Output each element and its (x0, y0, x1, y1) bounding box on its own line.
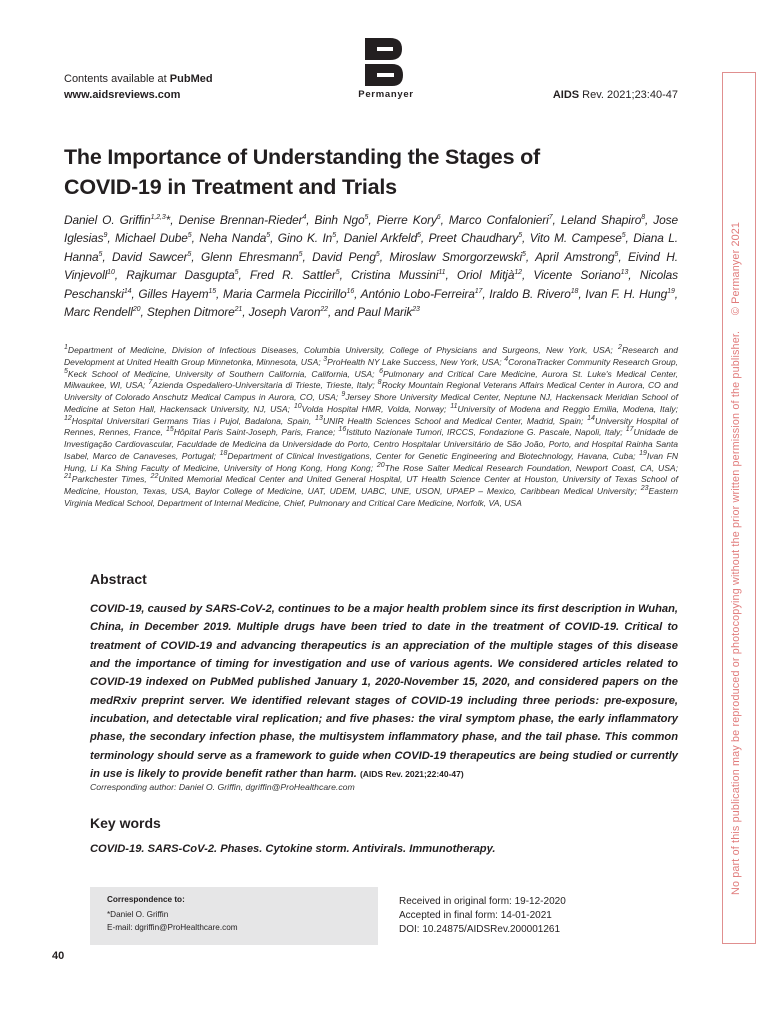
website-link[interactable]: www.aidsreviews.com (64, 89, 181, 101)
reproduction-notice: No part of this publication may be reproduced or photocopying without the prior written permission of the publisher. (730, 330, 742, 895)
copyright-notice (730, 222, 742, 895)
abstract-heading: Abstract (90, 571, 147, 587)
affiliations: $^1$Department of Medicine, Division of Infectious Diseases, Columbia University, College of Physicians and Surgeons, New York, USA; $^2$Research and Development at United Health Group Minnetonka, Minnesota, USA; $^3$ProHealth NY Lake Success, New York, USA; $^4$CoronaTracker Community Research Group, $^5$Keck School of Medicine, University of Southern California, California, USA; $^6$Pulmonary and Critical Care Medicine, Aurora St. Luke's Medical Center, Milwaukee, WI, USA; $^7$Azienda Ospedaliero-Universitaria di Trieste, Trieste, Italy; $^8$Rocky Mountain Regional Veterans Affairs Medical Center in Aurora, CO and University of Colorado Anschutz Medical Campus in Aurora, CO, USA; $^9$Jersey Shore University Medical Center, Neptune NJ, Hackensack Meridian School of Medicine at Seton Hall, Hackensack University, NJ, USA; $^{10}$Volda Hospital HMR, Volda, Norway; $^{11}$University of Modena and Reggio Emilia, Modena, Italy; $^{12}$Hospital Universitari Germans Trias i Pujol, Badalona, Spain, $^{13}$UNIR Health Sciences School and Medical Center, Madrid, Spain; $^{14}$University Hospital of Rennes, Rennes, France, $^{15}$Hôpital Paris Saint-Joseph, Paris, France; $^{16}$Istituto Nazionale Tumori, IRCCS, Fondazione G. Pascale, Napoli, Italy; $^{17}$Unidade de Investigação Cardiovascular, Faculdade de Medicina da Universidade do Porto, Centro Hospitalar Universitário de São João, Porto, and Hospital Rainha Santa Isabel, Marco de Canaveses, Portugal; $^{18}$Department of Clinical Investigations, Center for Genetic Engineering and Biotechnology, Havana, Cuba; $^{19}$Ivan FN Hung, Li Ka Shing Faculty of Medicine, University of Hong Kong, Hong Kong; $^{20}$The Rose Salter Medical Research Foundation, Newport Coast, CA, USA; $^{21}$Parkchester Times, $^{22}$United Memorial Medical Center and United General Hospital, UT Health Science Center at Houston, University of Texas School of Medicine, Houston, Texas, USA, Baylor College of Medicine, UAT, UDEM, UABC, UNE, USON, UPAEP – Mexico, Caribbean Medical University; $^{23}$Eastern Virginia Medical School, Department of Internal Medicine, Chief, Pulmonary and Critical Care Medicine, Norfolk, VA, USA (64, 344, 679, 508)
keywords-heading: Key words (90, 815, 161, 831)
journal-name: AIDS (552, 89, 580, 101)
title-line-2: COVID-19 in Treatment and Trials (64, 175, 397, 199)
publisher-label: Permanyer (358, 89, 414, 100)
correspondence-box (90, 887, 378, 945)
journal-volume: Rev. 2021;23:40-47 (579, 89, 678, 101)
copyright-label: © Permanyer 2021 (730, 221, 742, 316)
contents-source[interactable]: PubMed (169, 73, 213, 85)
correspondence-label: Correspondence to: (107, 895, 185, 904)
corresponding-author: Corresponding author: Daniel O. Griffin, dgriffin@ProHealthcare.com (90, 782, 355, 792)
permanyer-logo (364, 38, 404, 86)
correspondence-email[interactable]: E-mail: dgriffin@ProHealthcare.com (107, 923, 238, 932)
received-date: Received in original form: 19-12-2020 (399, 896, 566, 907)
contents-prefix: Contents available at (64, 73, 170, 85)
doi-link[interactable]: DOI: 10.24875/AIDSRev.200001261 (399, 924, 561, 935)
title-line-1: The Importance of Understanding the Stages of (64, 145, 540, 169)
accepted-date: Accepted in final form: 14-01-2021 (399, 910, 552, 921)
article-title (64, 142, 664, 202)
correspondence-name: *Daniel O. Griffin (107, 910, 169, 919)
abstract-citation: (AIDS Rev. 2021;22:40-47) (359, 769, 464, 780)
journal-citation (553, 88, 678, 103)
abstract-body (90, 600, 678, 783)
contents-available (64, 72, 213, 87)
permanyer-logo-mark (364, 38, 404, 86)
author-list: Daniel O. Griffin$^{1,2,3}$*, Denise Brennan-Rieder$^4$, Binh Ngo$^5$, Pierre Kory$^6$, Marco Confalonieri$^7$, Leland Shapiro$^8$, Jose Iglesias$^9$, Michael Dube$^5$, Neha Nanda$^5$, Gino K. In$^5$, Daniel Arkfeld$^5$, Preet Chaudhary$^5$, Vito M. Campese$^5$, Diana L. Hanna$^5$, David Sawcer$^5$, Glenn Ehresmann$^5$, David Peng$^5$, Miroslaw Smorgorzewski$^5$, April Amstrong$^5$, Eivind H. Vinjevoll$^{10}$, Rajkumar Dasgupta$^5$, Fred R. Sattler$^5$, Cristina Mussini$^{11}$, Oriol Mitjà$^{12}$, Vicente Soriano$^{13}$, Nicolas Peschanski$^{14}$, Gilles Hayem$^{15}$, Maria Carmela Piccirillo$^{16}$, António Lobo-Ferreira$^{17}$, Iraldo B. Rivero$^{18}$, Ivan F. H. Hung$^{19}$, Marc Rendell$^{20}$, Stephen Ditmore$^{21}$, Joseph Varon$^{22}$, and Paul Marik$^{23}$ (64, 213, 678, 320)
article-dates (399, 895, 566, 937)
keywords-text: COVID-19. SARS-CoV-2. Phases. Cytokine storm. Antivirals. Immunotherapy. (90, 843, 496, 855)
page-number: 40 (52, 950, 65, 962)
abstract-text: COVID-19, caused by SARS-CoV-2, continues to be a major health problem since its first description in Wuhan, China, in December 2019. Multiple drugs have been tried to date in the treatment of COVID-19. Critical to treatment of COVID-19 and advancing therapeutics is an appreciation of the multiple stages of this disease and the importance of timing for investigation and use of various agents. We considered articles related to COVID-19 indexed on PubMed published January 1, 2020-November 15, 2020, and considered papers on the medRxiv preprint server. We identified relevant stages of COVID-19 including three periods: pre-exposure, incubation, and detectable viral replication; and five phases: the viral symptom phase, the early inflammatory phase, the secondary infection phase, the multisystem inflammatory phase, and the tail phase. This common terminology should serve as a framework to guide when COVID-19 therapeutics are being studied or currently in use is likely to provide benefit rather than harm. (90, 603, 678, 781)
publisher-name (356, 89, 416, 100)
